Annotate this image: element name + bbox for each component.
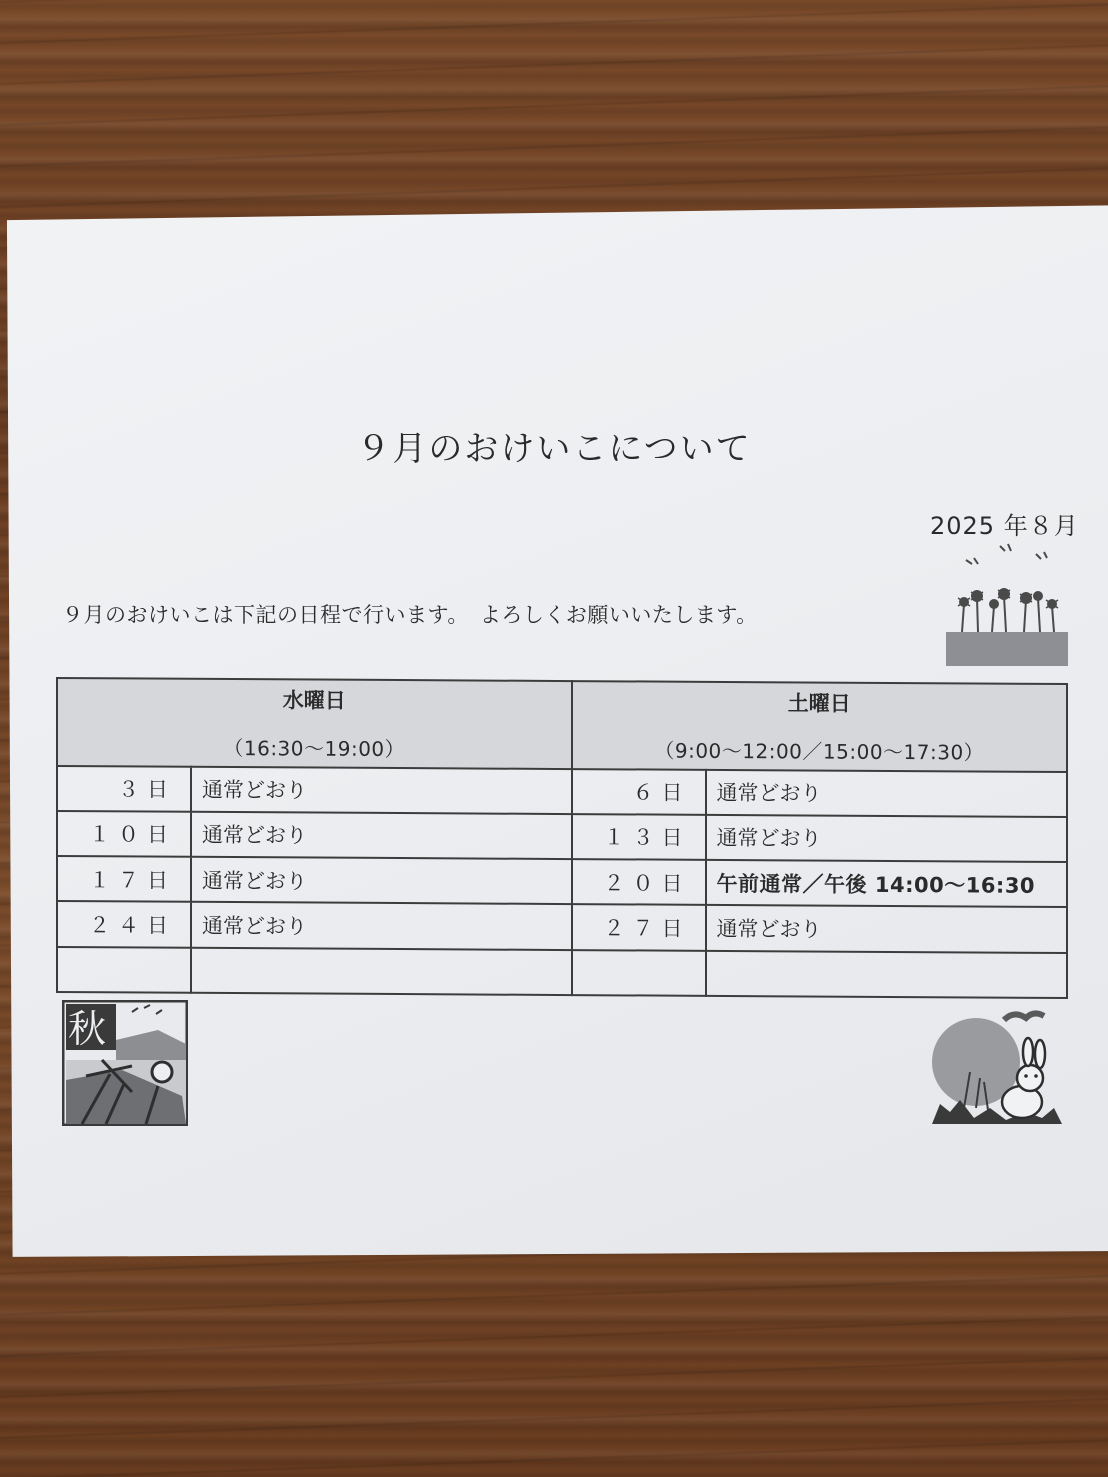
page-title: ９月のおけいこについて xyxy=(356,429,752,469)
table-row xyxy=(57,856,1067,907)
table-row xyxy=(57,811,1067,862)
saturday-day: ６日 xyxy=(572,769,706,815)
wednesday-note: 通常どおり xyxy=(191,902,572,950)
spider-lily-illustration xyxy=(944,540,1070,668)
saturday-heading: 土曜日 xyxy=(787,691,851,716)
saturday-day: ２７日 xyxy=(572,904,706,950)
wednesday-time: （16:30〜19:00） xyxy=(223,736,406,762)
wednesday-note: 通常どおり xyxy=(191,812,572,860)
saturday-note: 通常どおり xyxy=(706,815,1067,862)
saturday-time: （9:00〜12:00／15:00〜17:30） xyxy=(654,738,985,765)
schedule-table xyxy=(56,677,1068,999)
table-row xyxy=(57,766,1067,817)
saturday-day xyxy=(572,950,706,996)
saturday-note xyxy=(706,951,1067,998)
wednesday-header xyxy=(57,678,572,769)
wednesday-day: １０日 xyxy=(57,811,191,857)
wednesday-day: ３日 xyxy=(57,766,191,812)
moon-rabbit-illustration xyxy=(930,1008,1064,1126)
wednesday-day xyxy=(57,947,191,993)
table-row-empty xyxy=(57,947,1067,998)
wednesday-note xyxy=(191,947,572,995)
table-row xyxy=(57,901,1067,952)
wednesday-heading: 水曜日 xyxy=(282,688,346,713)
saturday-note: 通常どおり xyxy=(706,905,1067,952)
saturday-note: 通常どおり xyxy=(706,769,1067,816)
saturday-day: １３日 xyxy=(572,814,706,860)
wednesday-note: 通常どおり xyxy=(191,857,572,905)
wednesday-day: １７日 xyxy=(57,856,191,902)
autumn-stamp-illustration xyxy=(62,1000,188,1126)
saturday-header xyxy=(572,681,1067,771)
issue-date: 2025 年８月 xyxy=(930,512,1079,540)
intro-text: ９月のおけいこは下記の日程で行います。 よろしくお願いいたします。 xyxy=(62,603,758,627)
autumn-character: 秋 xyxy=(68,1007,107,1051)
saturday-day: ２０日 xyxy=(572,859,706,905)
wednesday-note: 通常どおり xyxy=(191,766,572,814)
table-header-row xyxy=(57,678,1067,772)
saturday-note-special: 午前通常／午後 14:00〜16:30 xyxy=(706,860,1067,907)
wednesday-day: ２４日 xyxy=(57,901,191,947)
